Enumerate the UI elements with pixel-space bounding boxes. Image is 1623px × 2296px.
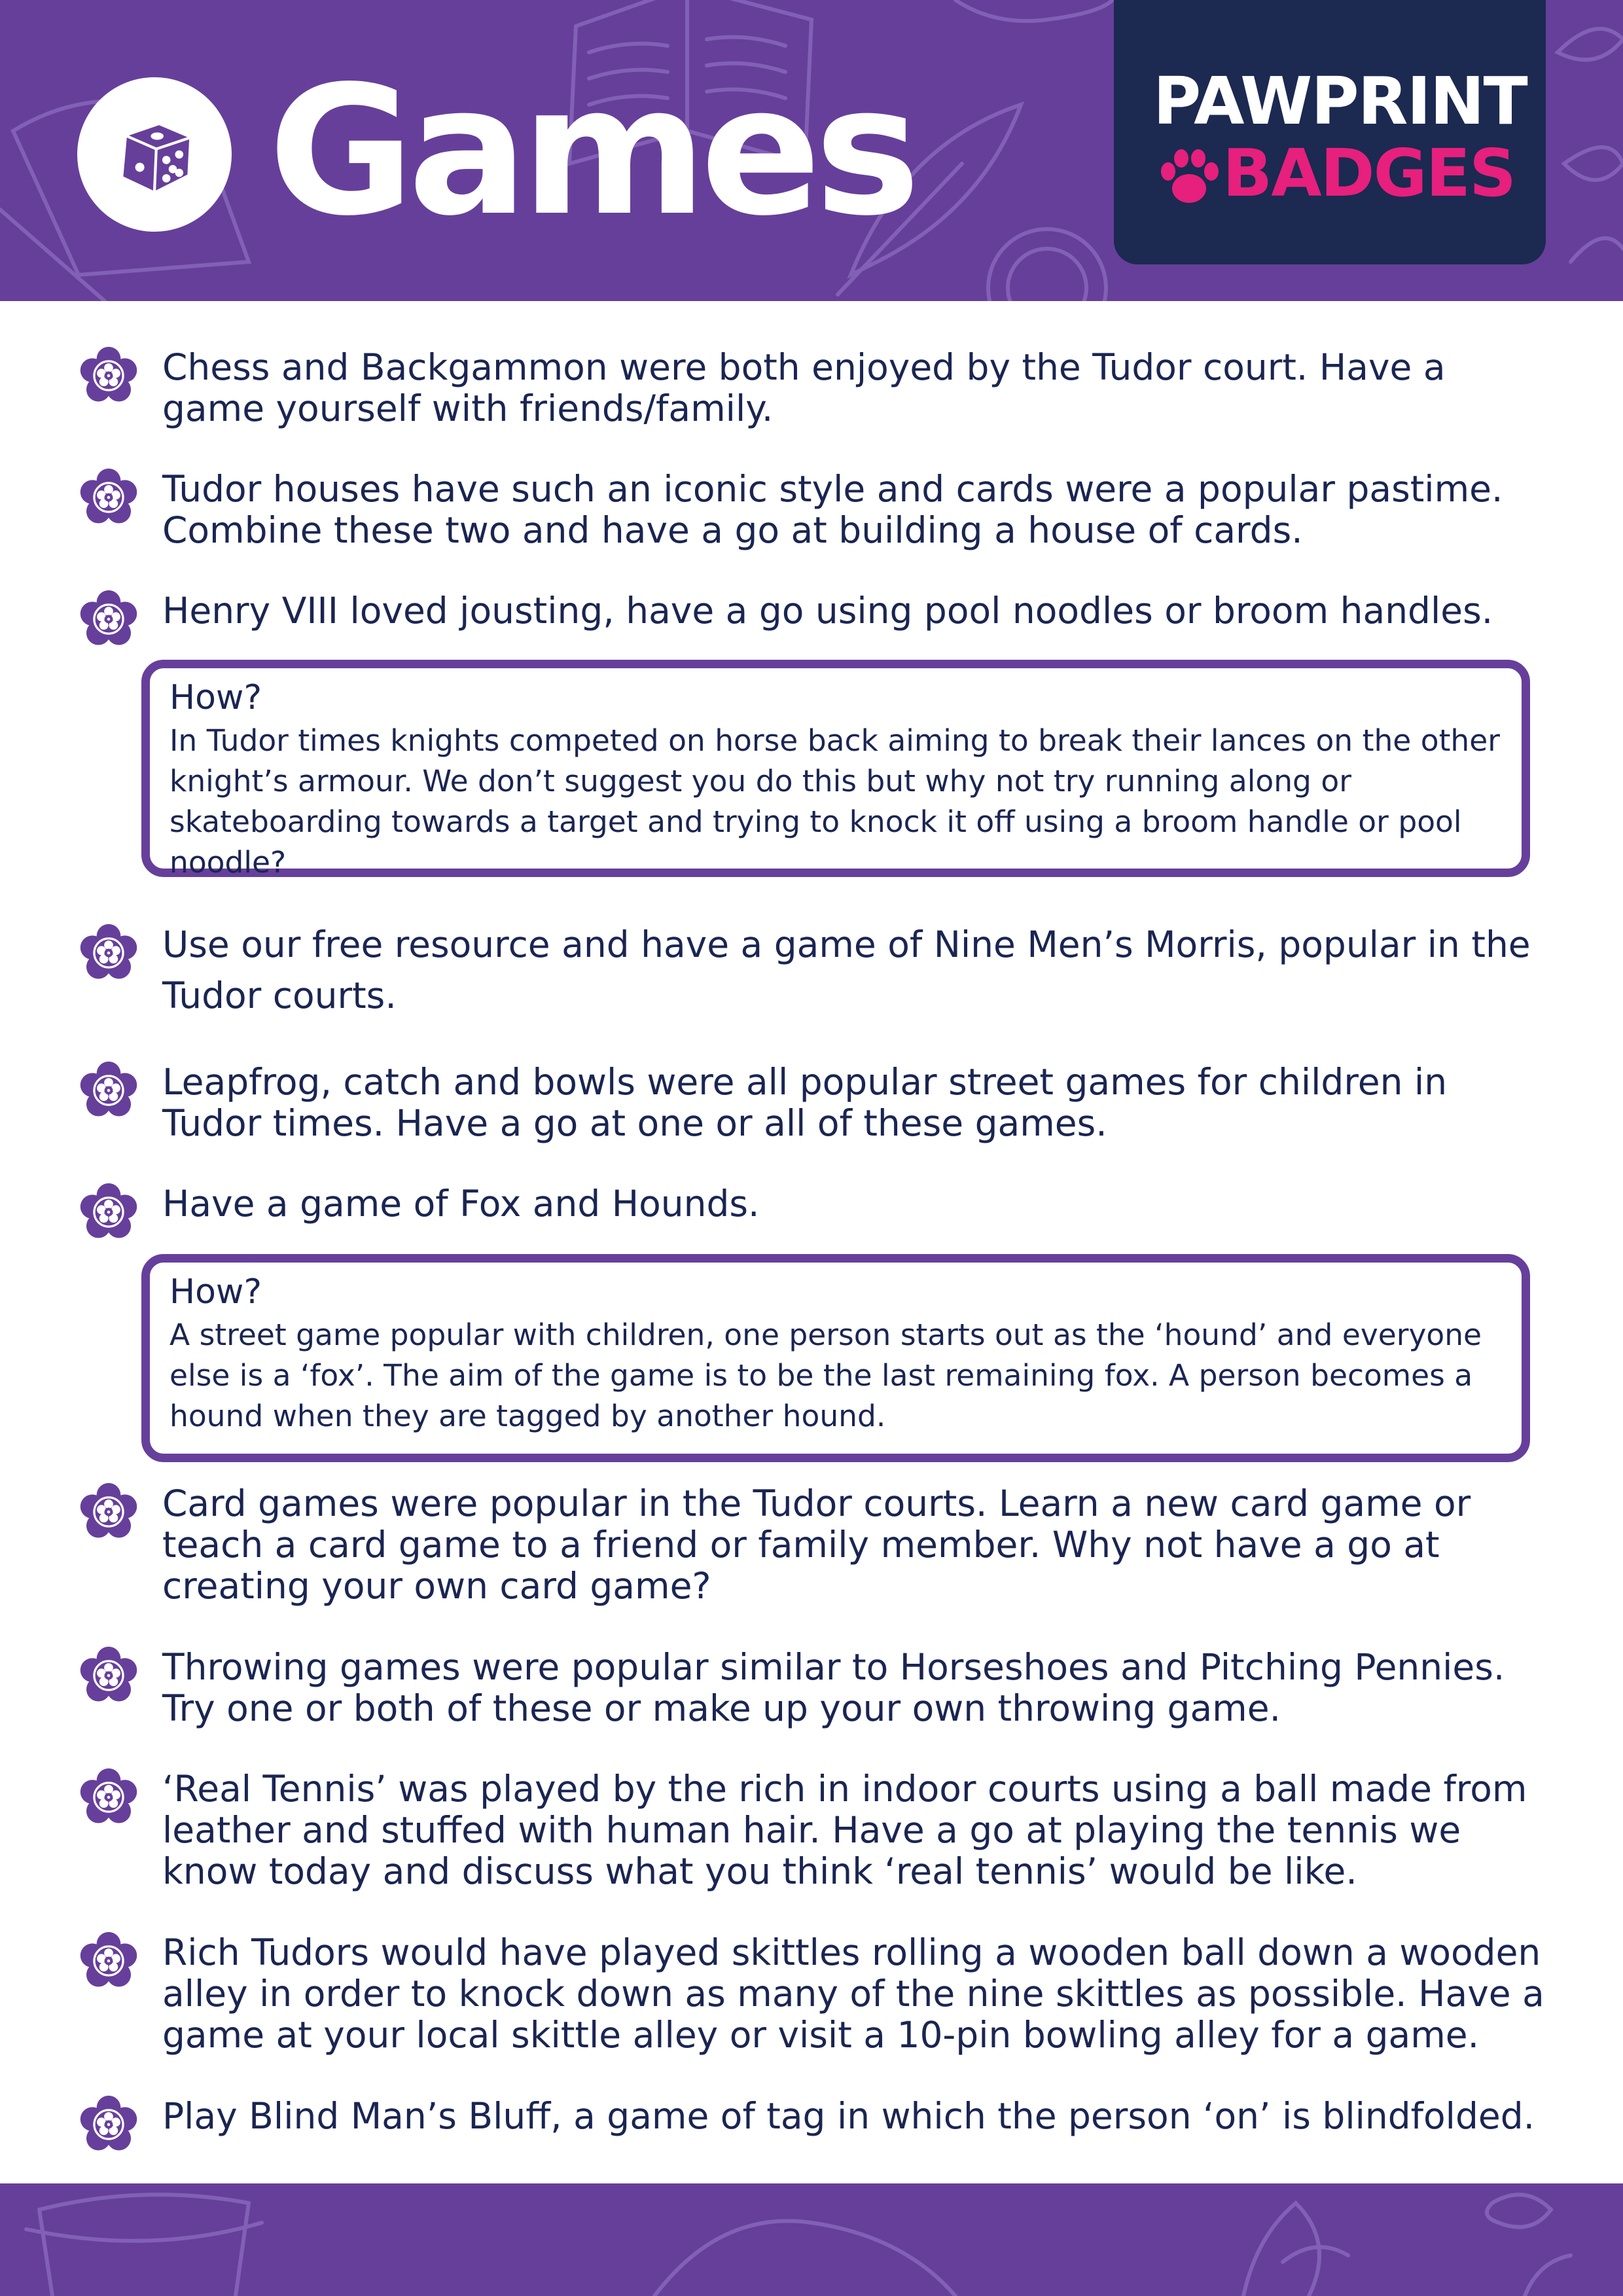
how-box-jousting	[141, 660, 1530, 880]
tudor-rose-bullet-icon	[79, 467, 139, 528]
header-banner	[0, 0, 1623, 301]
list-item-text: Chess and Backgammon were both enjoyed by the Tudor court. Have a game yourself with friends/family.	[162, 346, 1446, 429]
footer-banner	[0, 2183, 1623, 2296]
logo-wordmark-top: PAWPRINT	[1153, 63, 1527, 139]
tudor-rose-bullet-icon	[79, 923, 139, 983]
tudor-rose-bullet-icon	[79, 589, 139, 649]
tudor-rose-bullet-icon	[79, 1482, 139, 1542]
dice-badge	[77, 77, 232, 232]
list-item-text: Play Blind Man’s Bluff, a game of tag in which the person ‘on’ is blindfolded.	[162, 2095, 1535, 2137]
how-box-fox-and-hounds	[141, 1254, 1530, 1462]
list-item-text: Have a game of Fox and Hounds.	[162, 1183, 760, 1225]
tudor-rose-bullet-icon	[79, 1767, 139, 1827]
list-item-text: Leapfrog, catch and bowls were all popular street games for children in Tudor times. Have a go at one or all of these games.	[162, 1061, 1448, 1144]
tudor-rose-bullet-icon	[79, 1182, 139, 1242]
tudor-rose-bullet-icon	[79, 1931, 139, 1991]
list-item-text: Use our free resource and have a game of Nine Men’s Morris, popular in the Tudor courts.	[162, 924, 1531, 1016]
how-box-title: How?	[169, 1272, 262, 1312]
how-box-text: A street game popular with children, one person starts out as the ‘hound’ and everyone else is a ‘fox’. The aim of the game is to be the last remaining fox. A person becomes a hound when they are tagged by another hound.	[169, 1318, 1482, 1433]
list-item-text: Throwing games were popular similar to Horseshoes and Pitching Pennies. Try one or both of these or make up your own throwing game.	[162, 1646, 1505, 1729]
list-item-text: Card games were popular in the Tudor courts. Learn a new card game or teach a card game to a friend or family member. Why not have a go at creating your own card game?	[162, 1482, 1471, 1607]
how-box-text: In Tudor times knights competed on horse back aiming to break their lances on the other knight’s armour. We don’t suggest you do this but why not try running along or skateboarding towards a target and trying to knock it off using a broom handle or pool noodle?	[169, 723, 1500, 880]
tudor-rose-bullet-icon	[79, 2094, 139, 2155]
pawprint-badges-logo	[1114, 0, 1546, 264]
tudor-rose-bullet-icon	[79, 1645, 139, 1706]
tudor-rose-bullet-icon	[79, 346, 139, 406]
list-item-text: ‘Real Tennis’ was played by the rich in indoor courts using a ball made from leather and stuffed with human hair. Have a go at playing the tennis we know today and discuss what you think ‘real tennis’ would be like.	[162, 1768, 1527, 1892]
list-item-text: Tudor houses have such an iconic style and cards were a popular pastime. Combine these two and have a go at building a house of cards.	[162, 468, 1503, 551]
logo-wordmark-bottom: BADGES	[1222, 135, 1516, 211]
dice-icon	[109, 109, 200, 200]
how-box-title: How?	[169, 678, 262, 717]
list-item-text: Henry VIII loved jousting, have a go using pool noodles or broom handles.	[162, 590, 1493, 632]
paw-icon	[1152, 144, 1224, 209]
footer-doodle-background	[0, 2183, 1623, 2296]
page-title: Games	[268, 48, 914, 255]
list-item-text: Rich Tudors would have played skittles rolling a wooden ball down a wooden alley in order to knock down as many of the nine skittles as possible. Have a game at your local skittle alley or visit a 10-pin bowling alley for a game.	[162, 1931, 1544, 2056]
tudor-rose-bullet-icon	[79, 1060, 139, 1121]
